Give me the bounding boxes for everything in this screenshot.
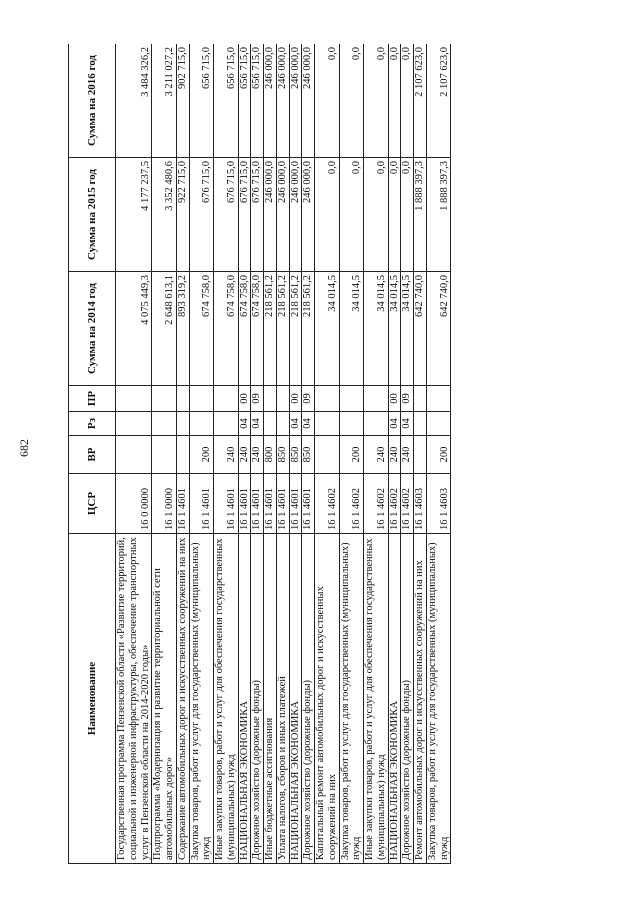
cell-sum-2016: 3 484 326,2 [116, 44, 152, 158]
cell-sum-2016: 902 715,0 [176, 44, 189, 158]
cell-csr: 16 1 4602 [339, 474, 364, 534]
table-row [289, 44, 302, 864]
cell-rz [176, 412, 189, 436]
cell-pr: 00 [388, 386, 401, 412]
cell-name: Иные закупки товаров, работ и услуг для обеспечения государственных (муниципальных) нужд [364, 534, 389, 864]
cell-vr: 200 [339, 436, 364, 474]
cell-sum-2014: 642 740,0 [426, 272, 451, 386]
cell-vr: 240 [401, 436, 414, 474]
cell-sum-2015: 0,0 [364, 158, 389, 272]
table-row [302, 44, 315, 864]
cell-csr: 16 1 4603 [414, 474, 427, 534]
cell-rz [264, 412, 277, 436]
cell-vr [116, 436, 152, 474]
cell-name: НАЦИОНАЛЬНАЯ ЭКОНОМИКА [388, 534, 401, 864]
cell-sum-2015: 0,0 [388, 158, 401, 272]
cell-sum-2014: 218 561,2 [264, 272, 277, 386]
cell-name: Дорожное хозяйство (дорожные фонды) [302, 534, 315, 864]
cell-name: Закупка товаров, работ и услуг для государственных (муниципальных) нужд [339, 534, 364, 864]
budget-table-container [68, 44, 555, 864]
header-sum-2014: Сумма на 2014 год [69, 272, 116, 386]
table-row [315, 44, 340, 864]
cell-pr [414, 386, 427, 412]
table-row [414, 44, 427, 864]
table-body [116, 44, 451, 864]
cell-sum-2014: 674 758,0 [189, 272, 214, 386]
cell-vr: 240 [364, 436, 389, 474]
table-row [176, 44, 189, 864]
cell-csr: 16 1 4601 [289, 474, 302, 534]
cell-rz [116, 412, 152, 436]
cell-sum-2016: 0,0 [339, 44, 364, 158]
cell-sum-2016: 246 000,0 [276, 44, 289, 158]
cell-pr [339, 386, 364, 412]
page-number: 682 [17, 439, 31, 457]
cell-sum-2015: 1 888 397,3 [414, 158, 427, 272]
cell-sum-2014: 218 561,2 [289, 272, 302, 386]
cell-csr: 16 1 4602 [315, 474, 340, 534]
table-row [189, 44, 214, 864]
cell-csr: 16 1 4602 [364, 474, 389, 534]
table-row [276, 44, 289, 864]
table-row [116, 44, 152, 864]
cell-csr: 16 1 4603 [426, 474, 451, 534]
cell-csr: 16 1 4601 [238, 474, 251, 534]
cell-vr [176, 436, 189, 474]
cell-csr: 16 1 4601 [176, 474, 189, 534]
cell-csr: 16 1 4601 [189, 474, 214, 534]
table-header-row [69, 44, 116, 864]
cell-sum-2015: 1 888 397,3 [426, 158, 451, 272]
cell-pr [176, 386, 189, 412]
cell-sum-2016: 2 107 623,0 [414, 44, 427, 158]
cell-sum-2016: 0,0 [315, 44, 340, 158]
cell-name: Уплата налогов, сборов и иных платежей [276, 534, 289, 864]
cell-rz [315, 412, 340, 436]
cell-rz [152, 412, 177, 436]
cell-csr: 16 1 4602 [401, 474, 414, 534]
cell-rz [276, 412, 289, 436]
cell-pr: 00 [238, 386, 251, 412]
cell-csr: 16 0 0000 [116, 474, 152, 534]
cell-pr [214, 386, 239, 412]
cell-name: НАЦИОНАЛЬНАЯ ЭКОНОМИКА [238, 534, 251, 864]
cell-sum-2014: 218 561,2 [302, 272, 315, 386]
cell-sum-2016: 246 000,0 [289, 44, 302, 158]
cell-sum-2016: 246 000,0 [302, 44, 315, 158]
cell-sum-2016: 246 000,0 [264, 44, 277, 158]
table-row [426, 44, 451, 864]
header-name: Наименование [69, 534, 116, 864]
table-row [339, 44, 364, 864]
cell-sum-2014: 674 758,0 [238, 272, 251, 386]
table-row [214, 44, 239, 864]
cell-pr: 09 [302, 386, 315, 412]
cell-vr: 240 [238, 436, 251, 474]
cell-sum-2015: 676 715,0 [251, 158, 264, 272]
cell-rz [364, 412, 389, 436]
cell-sum-2014: 2 648 613,1 [152, 272, 177, 386]
table-row [388, 44, 401, 864]
cell-vr: 200 [426, 436, 451, 474]
cell-rz: 04 [251, 412, 264, 436]
cell-csr: 16 1 0000 [152, 474, 177, 534]
table-row [264, 44, 277, 864]
cell-sum-2014: 34 014,5 [315, 272, 340, 386]
cell-pr [189, 386, 214, 412]
cell-rz: 04 [302, 412, 315, 436]
cell-sum-2015: 246 000,0 [276, 158, 289, 272]
cell-vr: 200 [189, 436, 214, 474]
cell-sum-2014: 642 740,0 [414, 272, 427, 386]
cell-vr: 800 [264, 436, 277, 474]
cell-sum-2016: 2 107 623,0 [426, 44, 451, 158]
cell-csr: 16 1 4601 [276, 474, 289, 534]
cell-rz [426, 412, 451, 436]
cell-sum-2015: 676 715,0 [189, 158, 214, 272]
cell-vr: 240 [251, 436, 264, 474]
table-row [364, 44, 389, 864]
cell-sum-2016: 0,0 [388, 44, 401, 158]
cell-pr: 09 [401, 386, 414, 412]
cell-rz [339, 412, 364, 436]
cell-name: Закупка товаров, работ и услуг для государственных (муниципальных) нужд [189, 534, 214, 864]
cell-pr: 00 [289, 386, 302, 412]
cell-sum-2014: 218 561,2 [276, 272, 289, 386]
cell-vr [414, 436, 427, 474]
rotated-page [68, 44, 555, 864]
header-rz: Рз [69, 412, 116, 436]
cell-vr: 850 [289, 436, 302, 474]
cell-name: Закупка товаров, работ и услуг для государственных (муниципальных) нужд [426, 534, 451, 864]
cell-rz [214, 412, 239, 436]
cell-sum-2016: 3 211 027,2 [152, 44, 177, 158]
cell-sum-2015: 0,0 [339, 158, 364, 272]
cell-sum-2014: 34 014,5 [401, 272, 414, 386]
cell-name: НАЦИОНАЛЬНАЯ ЭКОНОМИКА [289, 534, 302, 864]
cell-name: Иные закупки товаров, работ и услуг для обеспечения государственных (муниципальных) нужд [214, 534, 239, 864]
cell-sum-2016: 656 715,0 [214, 44, 239, 158]
header-vr: ВР [69, 436, 116, 474]
cell-vr: 240 [214, 436, 239, 474]
cell-vr: 850 [276, 436, 289, 474]
cell-sum-2015: 246 000,0 [264, 158, 277, 272]
header-sum-2016: Сумма на 2016 год [69, 44, 116, 158]
cell-rz: 04 [238, 412, 251, 436]
cell-sum-2015: 676 715,0 [214, 158, 239, 272]
cell-sum-2016: 656 715,0 [251, 44, 264, 158]
cell-name: Содержание автомобильных дорог и искусственных сооружений на них [176, 534, 189, 864]
cell-csr: 16 1 4601 [214, 474, 239, 534]
cell-sum-2015: 922 715,0 [176, 158, 189, 272]
cell-csr: 16 1 4602 [388, 474, 401, 534]
cell-sum-2014: 893 319,2 [176, 272, 189, 386]
cell-pr [364, 386, 389, 412]
cell-pr [264, 386, 277, 412]
header-pr: ПР [69, 386, 116, 412]
cell-sum-2015: 0,0 [315, 158, 340, 272]
table-row [251, 44, 264, 864]
cell-name: Дорожное хозяйство (дорожные фонды) [251, 534, 264, 864]
cell-rz: 04 [388, 412, 401, 436]
cell-vr: 850 [302, 436, 315, 474]
cell-name: Дорожное хозяйство (дорожные фонды) [401, 534, 414, 864]
cell-sum-2015: 246 000,0 [289, 158, 302, 272]
cell-csr: 16 1 4601 [302, 474, 315, 534]
cell-sum-2015: 4 177 237,5 [116, 158, 152, 272]
cell-vr [152, 436, 177, 474]
cell-sum-2014: 674 758,0 [214, 272, 239, 386]
table-row [152, 44, 177, 864]
cell-sum-2016: 0,0 [364, 44, 389, 158]
cell-name: Ремонт автомобильных дорог и искусственных сооружений на них [414, 534, 427, 864]
cell-pr [426, 386, 451, 412]
cell-name: Иные бюджетные ассигнования [264, 534, 277, 864]
budget-table [68, 44, 451, 864]
cell-rz [414, 412, 427, 436]
cell-name: Капитальный ремонт автомобильных дорог и искусственных сооружений на них [315, 534, 340, 864]
cell-pr [276, 386, 289, 412]
cell-pr [315, 386, 340, 412]
header-csr: ЦСР [69, 474, 116, 534]
cell-sum-2015: 0,0 [401, 158, 414, 272]
cell-sum-2014: 34 014,5 [388, 272, 401, 386]
cell-sum-2014: 4 075 449,3 [116, 272, 152, 386]
cell-rz [189, 412, 214, 436]
table-row [238, 44, 251, 864]
cell-sum-2015: 676 715,0 [238, 158, 251, 272]
cell-name: Подпрограмма «Модернизация и развитие территориальной сети автомобильных дорог» [152, 534, 177, 864]
cell-rz: 04 [401, 412, 414, 436]
cell-sum-2016: 0,0 [401, 44, 414, 158]
cell-name: Государственная программа Пензенской области «Развитие территорий, социальной и инженерной инфраструктуры, обеспечение транспортных услуг в Пензенской области на 2014-2020 годы» [116, 534, 152, 864]
cell-sum-2016: 656 715,0 [189, 44, 214, 158]
cell-csr: 16 1 4601 [251, 474, 264, 534]
cell-pr [152, 386, 177, 412]
cell-rz: 04 [289, 412, 302, 436]
cell-sum-2014: 674 758,0 [251, 272, 264, 386]
cell-sum-2014: 34 014,5 [364, 272, 389, 386]
cell-vr [315, 436, 340, 474]
header-sum-2015: Сумма на 2015 год [69, 158, 116, 272]
cell-sum-2015: 246 000,0 [302, 158, 315, 272]
cell-pr: 09 [251, 386, 264, 412]
cell-sum-2016: 656 715,0 [238, 44, 251, 158]
cell-vr: 240 [388, 436, 401, 474]
cell-pr [116, 386, 152, 412]
cell-sum-2014: 34 014,5 [339, 272, 364, 386]
cell-sum-2015: 3 352 480,6 [152, 158, 177, 272]
cell-csr: 16 1 4601 [264, 474, 277, 534]
table-row [401, 44, 414, 864]
